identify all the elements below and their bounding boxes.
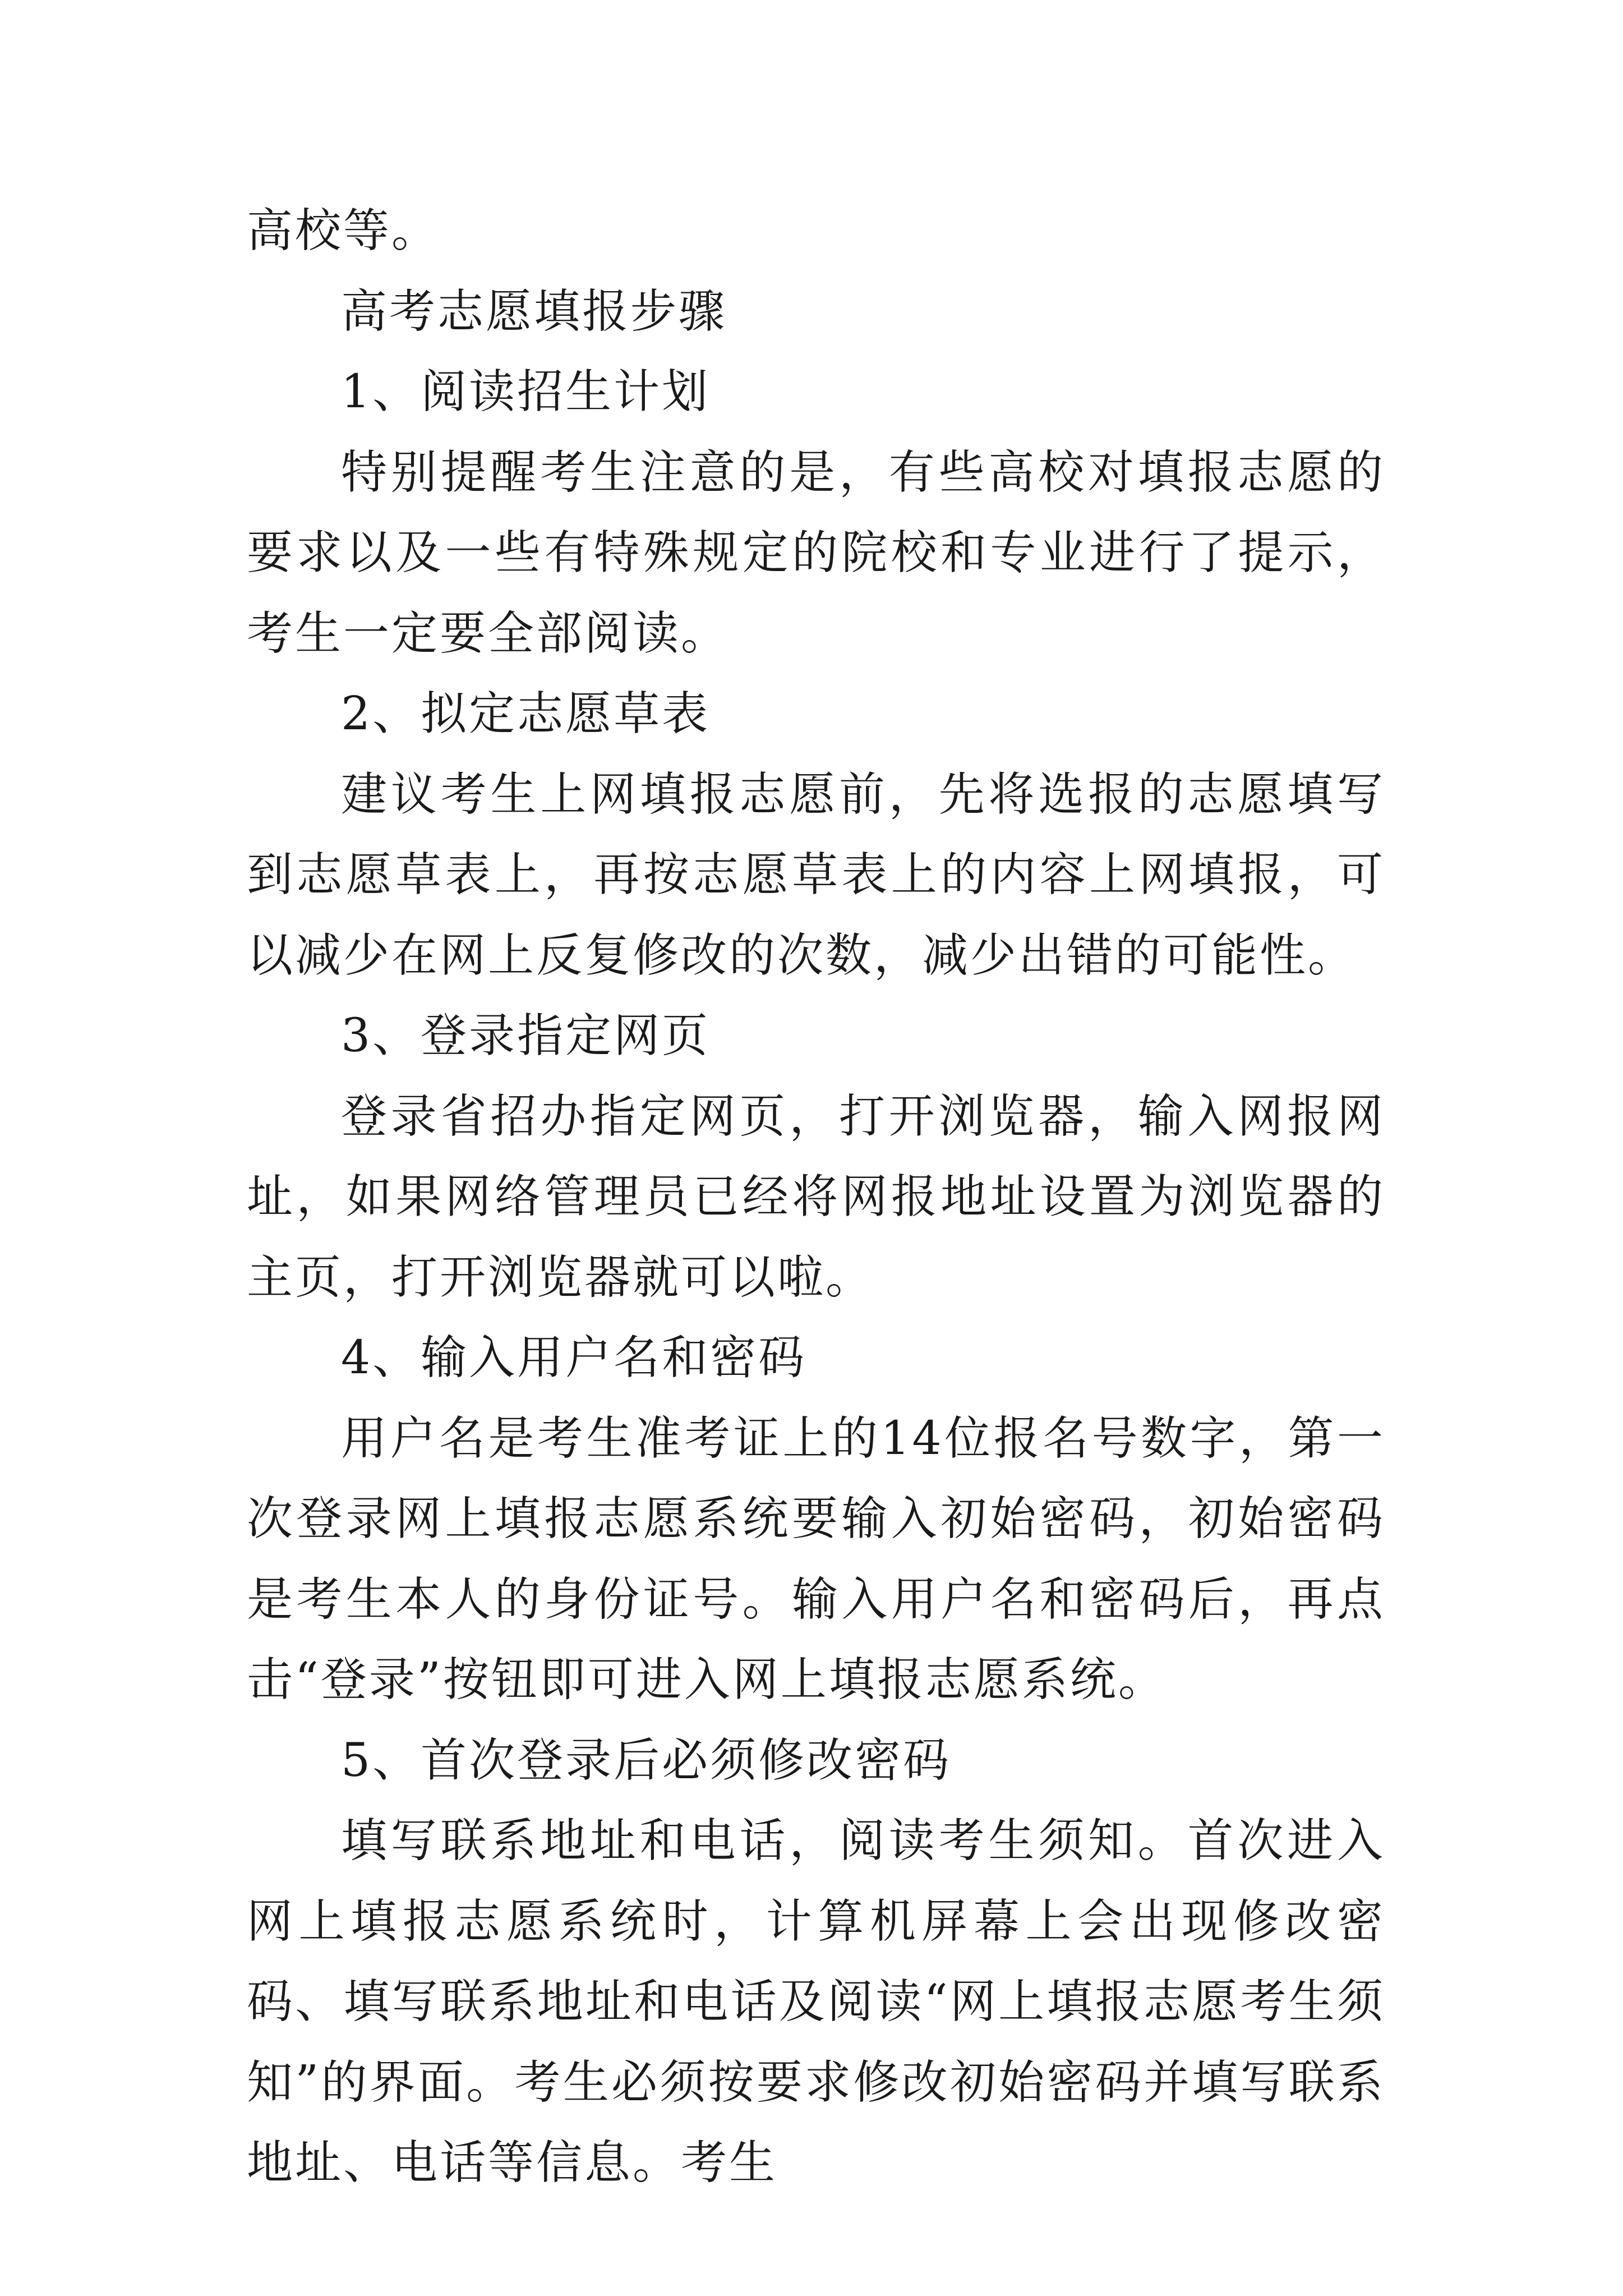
step-heading-5: 5、首次登录后必须修改密码 — [341, 1733, 952, 1787]
step-heading-1: 1、阅读招生计划 — [341, 365, 711, 418]
step-body-3: 登录省招办指定网页，打开浏览器，输入网报网址，如果网络管理员已经将网报地址设置为浏览器的主页，打开浏览器就可以啦。 — [247, 1089, 1385, 1304]
step-heading-4: 4、输入用户名和密码 — [341, 1331, 807, 1384]
step-body-1: 特别提醒考生注意的是，有些高校对填报志愿的要求以及一些有特殊规定的院校和专业进行了提示，考生一定要全部阅读。 — [247, 445, 1385, 660]
paragraph-continuation: 高校等。 — [247, 204, 440, 257]
document-body — [247, 191, 1385, 2203]
step-body-2: 建议考生上网填报志愿前，先将选报的志愿填写到志愿草表上，再按志愿草表上的内容上网填报，可以减少在网上反复修改的次数，减少出错的可能性。 — [247, 767, 1385, 982]
step-heading-3: 3、登录指定网页 — [341, 1009, 711, 1062]
step-body-4: 用户名是考生准考证上的14位报名号数字，第一次登录网上填报志愿系统要输入初始密码，初始密码是考生本人的身份证号。输入用户名和密码后，再点击“登录”按钮即可进入网上填报志愿系统。 — [247, 1411, 1385, 1706]
step-body-5: 填写联系地址和电话，阅读考生须知。首次进入网上填报志愿系统时，计算机屏幕上会出现修改密码、填写联系地址和电话及阅读“网上填报志愿考生须知”的界面。考生必须按要求修改初始密码并填写联系地址、电话等信息。考生 — [247, 1814, 1385, 2189]
step-heading-2: 2、拟定志愿草表 — [341, 687, 711, 740]
section-heading: 高考志愿填报步骤 — [341, 284, 727, 338]
